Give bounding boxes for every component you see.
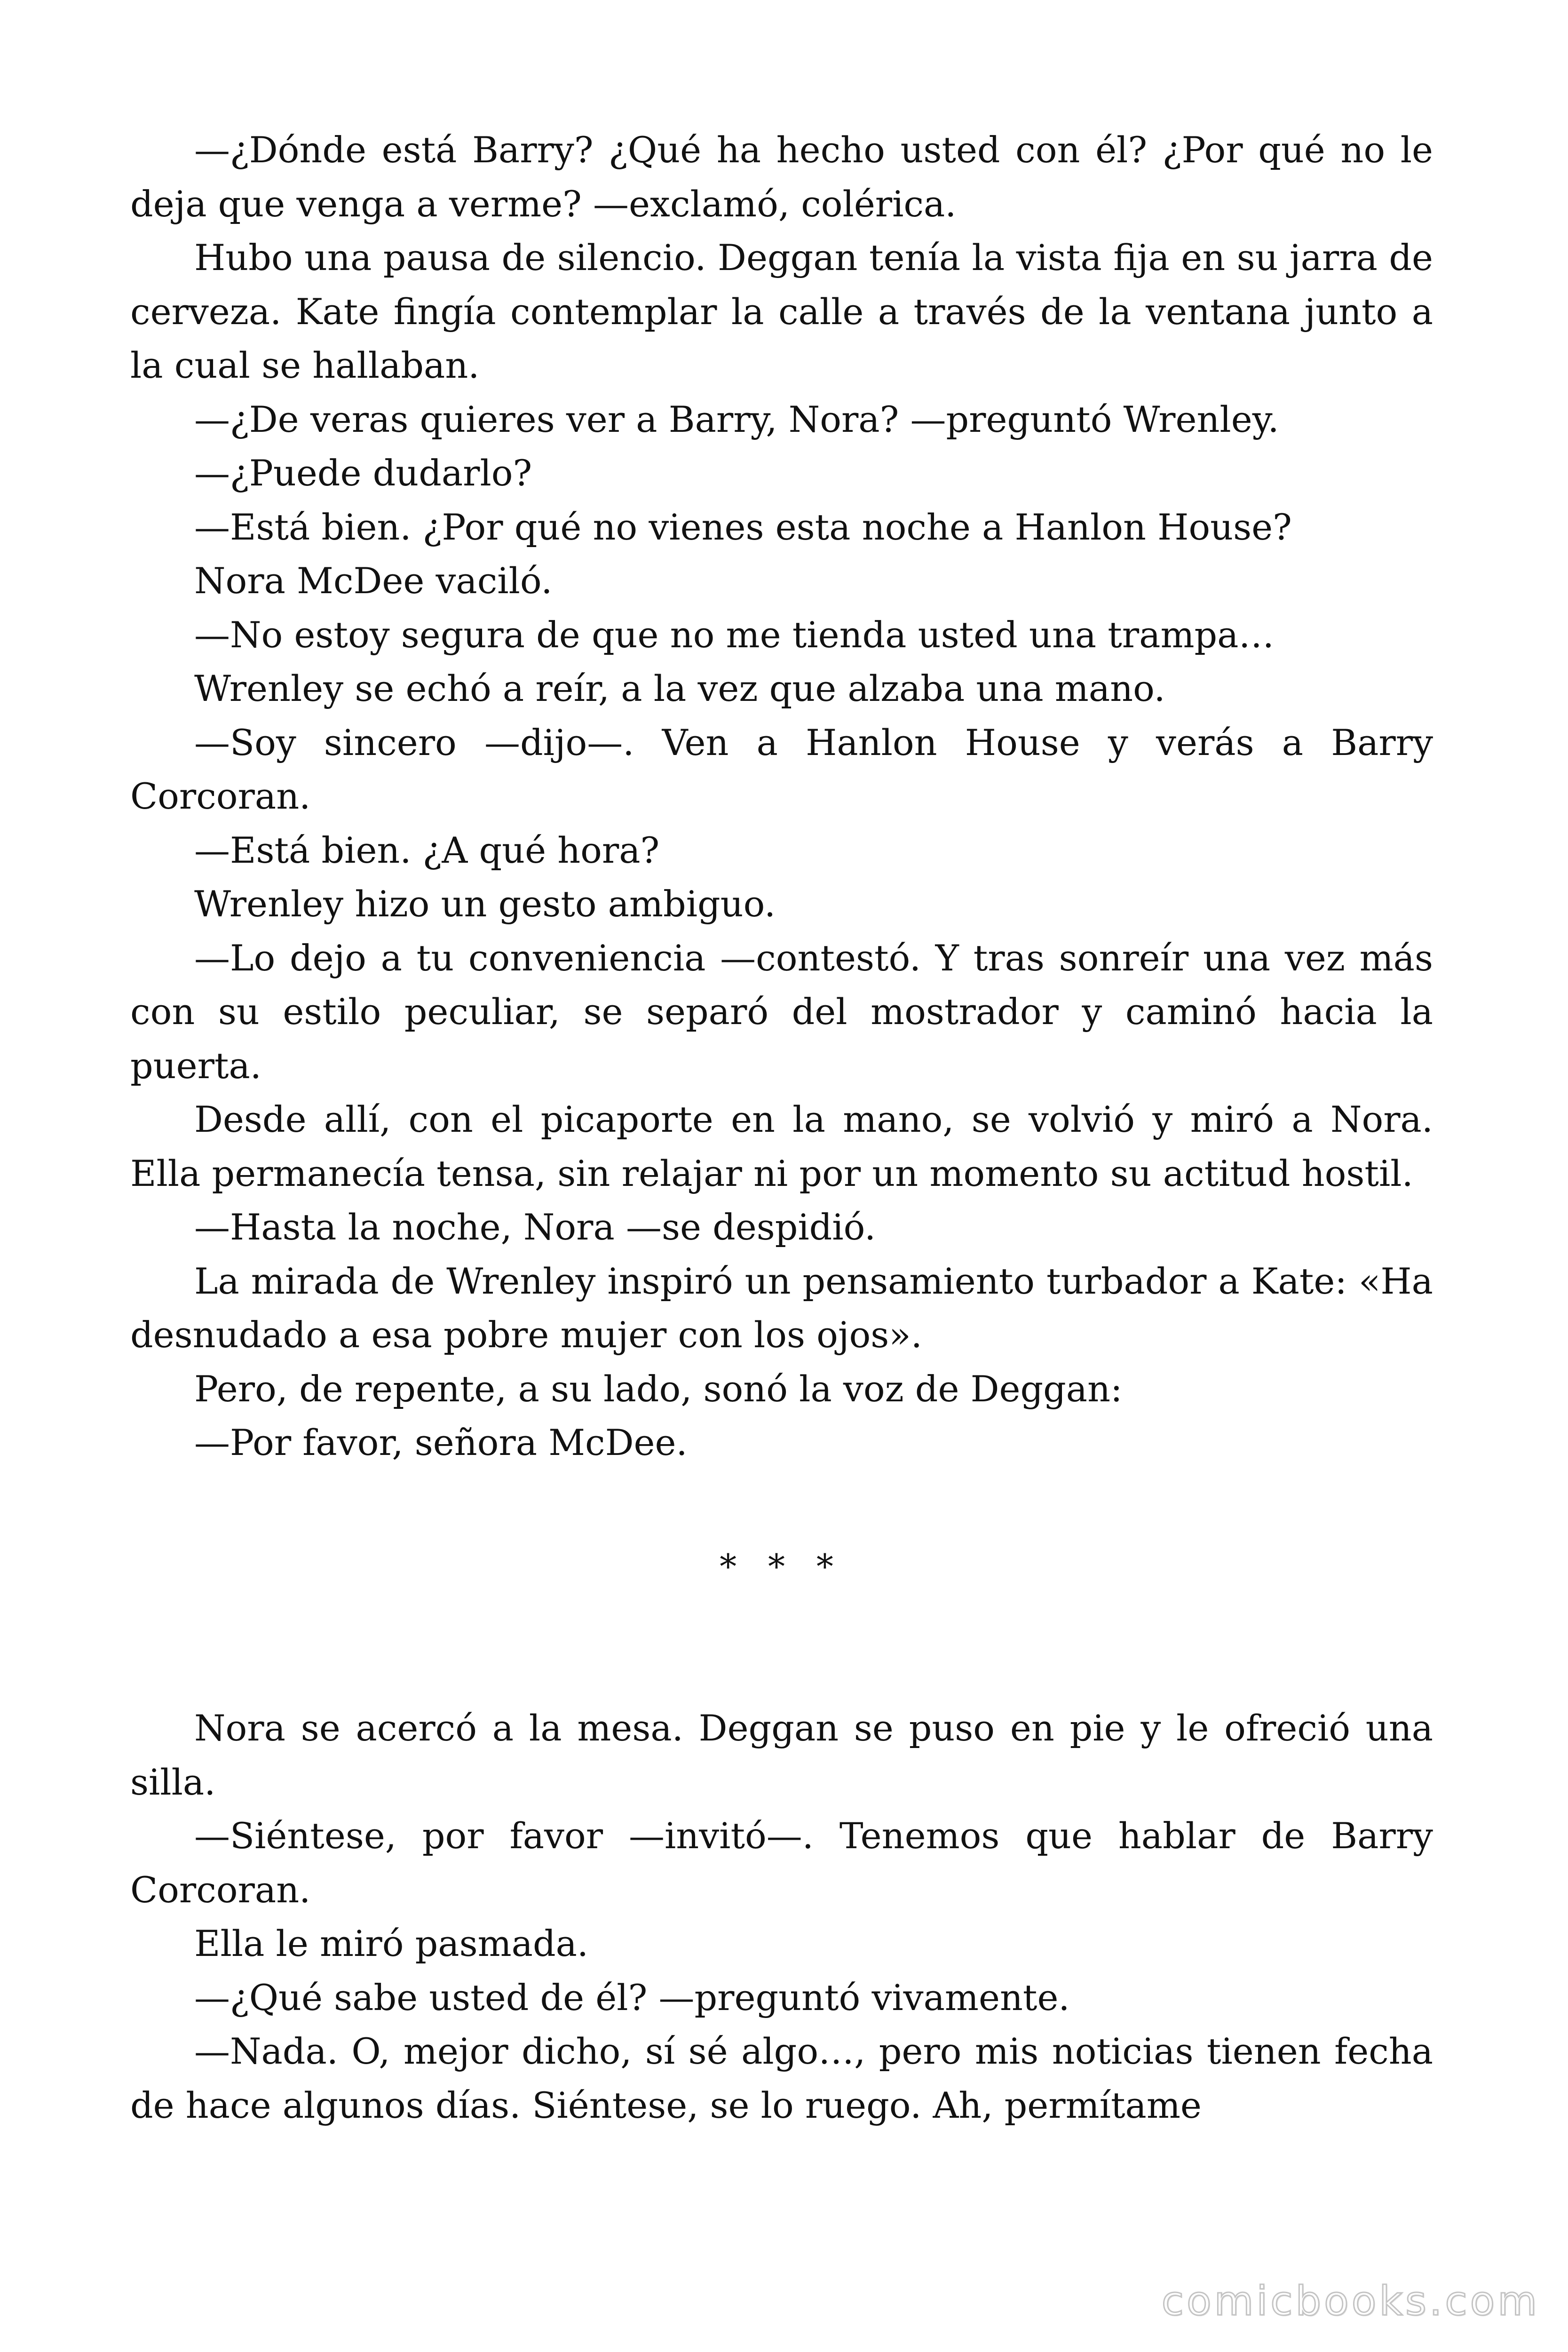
- paragraph: —Hasta la noche, Nora —se despidió.: [194, 1206, 876, 1248]
- watermark: comicbooks.com: [1161, 2278, 1540, 2325]
- paragraph: Wrenley se echó a reír, a la vez que alzaba una mano.: [194, 667, 1165, 709]
- paragraph: —¿Dónde está Barry? ¿Qué ha hecho usted con él? ¿Por qué no le deja que venga a verme? —exclamó, colérica.: [130, 129, 1433, 225]
- paragraph: —Está bien. ¿Por qué no vienes esta noche a Hanlon House?: [194, 506, 1292, 548]
- paragraph: —Está bien. ¿A qué hora?: [194, 829, 660, 871]
- paragraph: —Nada. O, mejor dicho, sí sé algo…, pero mis noticias tienen fecha de hace algunos días. Siéntese, se lo ruego. Ah, permítame: [130, 2030, 1433, 2126]
- paragraph: —Soy sincero —dijo—. Ven a Hanlon House y verás a Barry Corcoran.: [130, 721, 1433, 817]
- paragraph: —Siéntese, por favor —invitó—. Tenemos que hablar de Barry Corcoran.: [130, 1815, 1433, 1911]
- paragraph: —¿De veras quieres ver a Barry, Nora? —preguntó Wrenley.: [194, 398, 1279, 440]
- paragraph: Nora McDee vaciló.: [194, 560, 553, 602]
- paragraph: —No estoy segura de que no me tienda usted una trampa…: [194, 613, 1275, 656]
- paragraph: Pero, de repente, a su lado, sonó la voz de Deggan:: [194, 1367, 1123, 1410]
- paragraph: Nora se acercó a la mesa. Deggan se puso en pie y le ofreció una silla.: [130, 1707, 1433, 1803]
- paragraph: Ella le miró pasmada.: [194, 1923, 589, 1964]
- paragraph: —¿Qué sabe usted de él? —preguntó vivamente.: [194, 1976, 1070, 2018]
- paragraph: —Lo dejo a tu conveniencia —contestó. Y tras sonreír una vez más con su estilo peculiar, se separó del mostrador y caminó hacia la puerta.: [130, 937, 1433, 1087]
- book-page: [130, 123, 1433, 2132]
- paragraph: —¿Puede dudarlo?: [194, 452, 532, 494]
- paragraph: Desde allí, con el picaporte en la mano, se volvió y miró a Nora. Ella permanecía tensa, sin relajar ni por un momento su actitud hostil.: [130, 1098, 1433, 1194]
- section-break: * * *: [720, 1546, 844, 1586]
- paragraph: Hubo una pausa de silencio. Deggan tenía la vista fija en su jarra de cerveza. Kate fingía contemplar la calle a través de la ventana junto a la cual se hallaban.: [130, 237, 1433, 386]
- paragraph: —Por favor, señora McDee.: [194, 1422, 688, 1463]
- paragraph: Wrenley hizo un gesto ambiguo.: [194, 883, 776, 925]
- paragraph: La mirada de Wrenley inspiró un pensamiento turbador a Kate: «Ha desnudado a esa pobre mujer con los ojos».: [130, 1260, 1433, 1356]
